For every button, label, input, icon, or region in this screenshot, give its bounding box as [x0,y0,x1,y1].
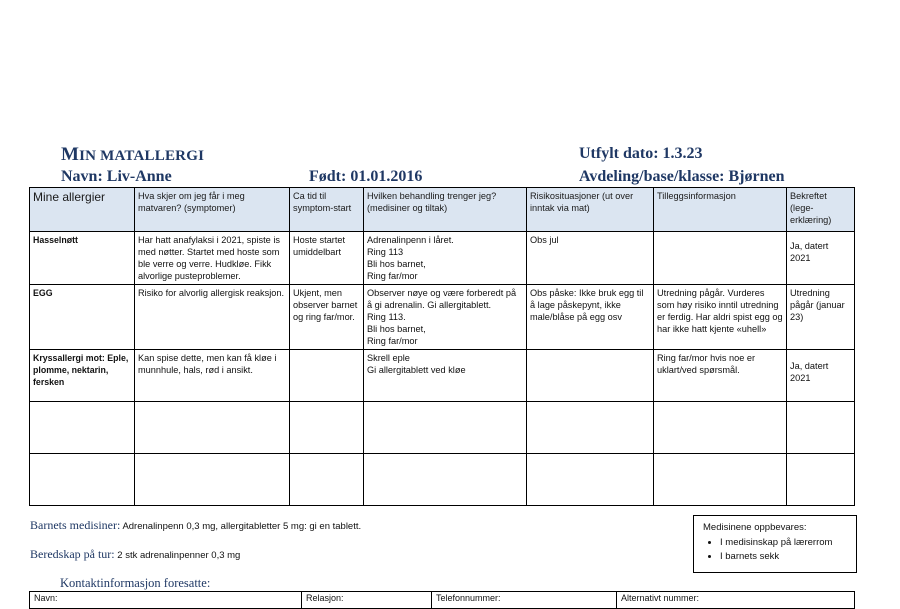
treatment-cell [364,285,527,350]
storage-heading: Medisinene oppbevares: [703,522,807,533]
treatment-line: Bli hos barnet, [367,259,426,269]
empty-cell [290,402,364,454]
contact-col-relation: Relasjon: [302,592,432,609]
empty-cell [787,402,855,454]
storage-box [693,515,857,573]
treatment-line: Ring far/mor [367,336,418,346]
document-title [61,144,204,166]
col-header-onset: Ca tid til symptom-start [290,188,364,232]
contact-table [29,591,855,609]
contact-header-row [30,592,855,609]
symptoms-cell: Har hatt anafylaksi i 2021, spiste is med nøtter. Startet med hoste som ble verre og verre. Hudkløe. Fikk alvorlige pusteproblemer. [135,232,290,285]
onset-cell: Hoste startet umiddelbart [290,232,364,285]
allergy-table [29,187,855,506]
col-header-treatment: Hvilken behandling trenger jeg? (medisiner og tiltak) [364,188,527,232]
allergy-cell: EGG [30,285,135,350]
treatment-line: Ring 113. [367,312,406,322]
contact-col-alt-phone: Alternativt nummer: [617,592,855,609]
treatment-line: Observer nøye og være forberedt på å gi adrenalin. Gi allergitablett. [367,288,517,310]
medicines-value: Adrenalinpenn 0,3 mg, allergitabletter 5 mg: gi en tablett. [122,521,362,532]
contact-col-phone: Telefonnummer: [432,592,617,609]
info-cell [654,232,787,285]
title-first-letter: M [61,144,80,165]
treatment-cell [364,232,527,285]
table-row-empty [30,402,855,454]
department: Avdeling/base/klasse: Bjørnen [579,168,785,185]
filled-date: Utfylt dato: 1.3.23 [579,145,703,162]
contact-col-name: Navn: [30,592,302,609]
risk-cell [527,350,654,402]
info-cell: Utredning pågår. Vurderes som høy risiko inntil utredning er ferdig. Har aldri spist egg og har ikke hatt kjente «uhell» [654,285,787,350]
onset-cell: Ukjent, men observer barnet og ring far/mor. [290,285,364,350]
medicines-line [30,518,361,533]
col-header-allergies: Mine allergier [30,188,135,232]
empty-cell [787,454,855,506]
col-header-risk: Risikosituasjoner (ut over inntak via mat) [527,188,654,232]
treatment-line: Ring 113 [367,247,404,257]
confirmed-cell: Utredning pågår (januar 23) [787,285,855,350]
allergy-cell: Hasselnøtt [30,232,135,285]
trip-label: Beredskap på tur: [30,547,115,561]
onset-cell [290,350,364,402]
child-name: Navn: Liv-Anne [61,168,172,185]
empty-cell [30,402,135,454]
col-header-info: Tilleggsinformasjon [654,188,787,232]
trip-value: 2 stk adrenalinpenner 0,3 mg [117,550,241,561]
risk-cell: Obs påske: Ikke bruk egg til å lage påskepynt, ikke male/blåse på egg osv [527,285,654,350]
table-row-empty [30,454,855,506]
confirmed-cell: Ja, datert 2021 [787,350,855,402]
contact-heading: Kontaktinformasjon foresatte: [60,576,211,590]
empty-cell [135,454,290,506]
table-row [30,350,855,402]
treatment-line: Skrell eple [367,353,410,363]
trip-line [30,547,240,562]
empty-cell [527,402,654,454]
empty-cell [290,454,364,506]
table-row [30,285,855,350]
empty-cell [30,454,135,506]
empty-cell [654,454,787,506]
treatment-line: Adrenalinpenn i låret. [367,235,454,245]
col-header-confirmed: Bekreftet (lege-erklæring) [787,188,855,232]
empty-cell [654,402,787,454]
treatment-line: Bli hos barnet, [367,324,426,334]
title-rest: IN MATALLERGI [79,148,205,164]
empty-cell [364,402,527,454]
info-cell: Ring far/mor hvis noe er uklart/ved spørsmål. [654,350,787,402]
empty-cell [364,454,527,506]
col-header-symptoms: Hva skjer om jeg får i meg matvaren? (symptomer) [135,188,290,232]
birth-date: Født: 01.01.2016 [309,168,423,185]
risk-cell: Obs jul [527,232,654,285]
symptoms-cell: Kan spise dette, men kan få kløe i munnhule, hals, rød i ansikt. [135,350,290,402]
allergy-cell: Kryssallergi mot: Eple, plomme, nektarin, fersken [30,350,135,402]
treatment-line: Ring far/mor [367,271,418,281]
list-item: • I medisinskap på lærerrom [720,537,856,548]
symptoms-cell: Risiko for alvorlig allergisk reaksjon. [135,285,290,350]
medicines-label: Barnets medisiner: [30,518,121,532]
table-header-row [30,188,855,232]
storage-list [694,537,856,562]
table-row [30,232,855,285]
empty-cell [135,402,290,454]
empty-cell [527,454,654,506]
treatment-line: Gi allergitablett ved kløe [367,365,466,375]
treatment-cell [364,350,527,402]
list-item: • I barnets sekk [720,551,856,562]
confirmed-cell: Ja, datert 2021 [787,232,855,285]
